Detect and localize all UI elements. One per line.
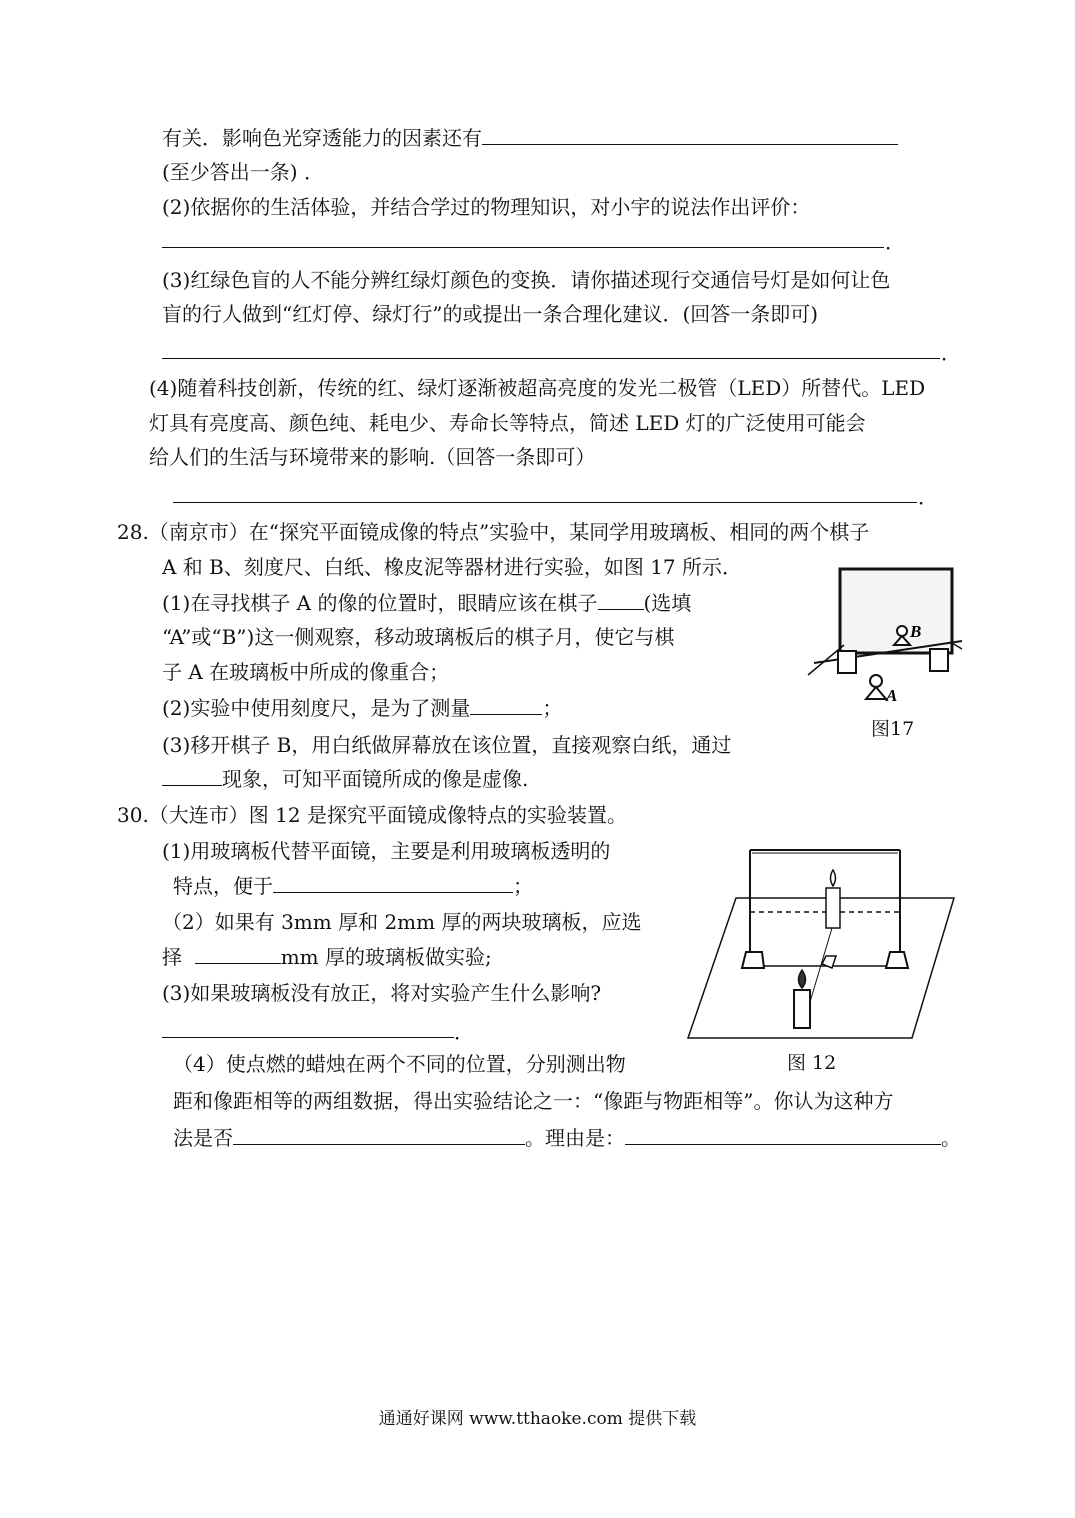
answer-blank[interactable] <box>625 1124 941 1145</box>
q28-part3-line2: 现象，可知平面镜所成的像是虚像. <box>162 765 528 793</box>
period: ． <box>941 341 961 365</box>
q30-part2-line2: 择 mm 厚的玻璃板做实验; <box>162 945 492 969</box>
q30-part4-line1: （4）使点燃的蜡烛在两个不同的位置，分别测出物 <box>173 1052 626 1076</box>
q27-part4-line2: 灯具有亮度高、颜色纯、耗电少、寿命长等特点，简述 LED 灯的广泛使用可能会 <box>149 411 866 435</box>
answer-line[interactable] <box>162 247 884 248</box>
q28-part1-line3: 子 A 在玻璃板中所成的像重合； <box>162 660 450 684</box>
q27-part2: (2)依据你的生活体验，并结合学过的物理知识，对小宇的说法作出评价： <box>162 195 811 219</box>
period: ． <box>885 230 905 254</box>
figure-17-diagram <box>804 563 964 713</box>
answer-blank[interactable] <box>482 124 898 145</box>
answer-line[interactable] <box>162 1037 454 1038</box>
answer-line[interactable] <box>162 358 940 359</box>
q28-part1-line2: “A”或“B”)这一侧观察，移动玻璃板后的棋子月，使它与棋 <box>162 625 675 649</box>
figure-17-caption: 图17 <box>871 718 915 740</box>
q28-stem-line2: A 和 B、刻度尺、白纸、橡皮泥等器材进行实验，如图 17 所示． <box>162 555 743 579</box>
answer-blank[interactable] <box>233 1124 525 1145</box>
q30-part4-line2: 距和像距相等的两组数据，得出实验结论之一：“像距与物距相等”。你认为这种方 <box>173 1089 894 1113</box>
q30-part4-line3: 法是否 。理由是： 。 <box>173 1126 961 1150</box>
period: ． <box>454 1020 474 1044</box>
q30-part3-line1: (3)如果玻璃板没有放正，将对实验产生什么影响? <box>162 981 602 1005</box>
q30-part1-line1: (1)用玻璃板代替平面镜，主要是利用玻璃板透明的 <box>162 839 611 863</box>
q28-part1-line1: (1)在寻找棋子 A 的像的位置时，眼睛应该在棋子 (选填 <box>162 591 692 615</box>
q27-part4-line3: 给人们的生活与环境带来的影响.（回答一条即可） <box>149 445 596 469</box>
page-footer: 通通好课网 www.tthaoke.com 提供下载 <box>378 1409 697 1429</box>
q27-line1: 有关．影响色光穿透能力的因素还有 <box>162 124 898 152</box>
q28-part3-line1: (3)移开棋子 B，用白纸做屏幕放在该位置，直接观察白纸，通过 <box>162 733 732 757</box>
answer-blank[interactable] <box>598 589 644 610</box>
q28-stem-line1: 28.（南京市）在“探究平面镜成像的特点”实验中，某同学用玻璃板、相同的两个棋子 <box>117 520 870 544</box>
figure-12-diagram <box>686 842 962 1042</box>
q28-part2: (2)实验中使用刻度尺，是为了测量 ； <box>162 696 563 720</box>
piece-b-label: B <box>910 622 922 641</box>
q27-part3-line2: 盲的行人做到“红灯停、绿灯行”的或提出一条合理化建议．(回答一条即可) <box>162 302 819 326</box>
q27-part4-line1: (4)随着科技创新，传统的红、绿灯逐渐被超高亮度的发光二极管（LED）所替代。LED <box>149 376 926 400</box>
q30-part2-line1: （2）如果有 3mm 厚和 2mm 厚的两块玻璃板，应选 <box>162 910 642 934</box>
answer-line[interactable] <box>173 502 917 503</box>
q27-line2: (至少答出一条) ． <box>162 160 324 184</box>
answer-blank[interactable] <box>273 872 513 893</box>
q30-stem: 30.（大连市）图 12 是探究平面镜成像特点的实验装置。 <box>117 803 627 827</box>
figure-12-caption: 图 12 <box>787 1052 837 1074</box>
q27-part3-line1: (3)红绿色盲的人不能分辨红绿灯颜色的变换．请你描述现行交通信号灯是如何让色 <box>162 268 891 292</box>
answer-blank[interactable] <box>470 694 542 715</box>
piece-a-label: A <box>886 686 898 705</box>
q30-part1-line2: 特点，便于 ； <box>173 874 533 898</box>
answer-blank[interactable] <box>162 765 222 786</box>
period: ． <box>918 485 938 509</box>
answer-blank[interactable] <box>195 943 281 964</box>
